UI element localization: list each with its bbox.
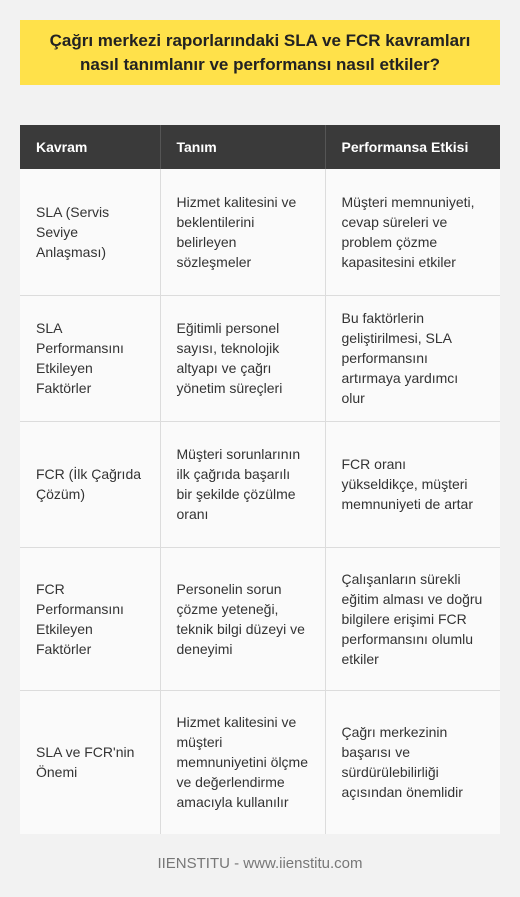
cell-tanim: Hizmet kalitesini ve müşteri memnuniyetini ölçme ve değerlendirme amacıyla kullanılır xyxy=(160,690,325,834)
page-title: Çağrı merkezi raporlarındaki SLA ve FCR kavramları nasıl tanımlanır ve performansı nasıl etkiler? xyxy=(49,30,471,74)
table-header-row xyxy=(20,125,500,169)
cell-kavram: SLA (Servis Seviye Anlaşması) xyxy=(20,169,160,295)
column-header-kavram: Kavram xyxy=(20,125,160,169)
table-row xyxy=(20,295,500,421)
cell-etki: Çalışanların sürekli eğitim alması ve doğru bilgilere erişimi FCR performansını olumlu etkiler xyxy=(325,547,500,690)
cell-kavram: FCR (İlk Çağrıda Çözüm) xyxy=(20,421,160,547)
footer-credit: IIENSTITU - www.iienstitu.com xyxy=(157,855,363,872)
concept-table xyxy=(20,125,500,834)
cell-tanim: Müşteri sorunlarının ilk çağrıda başarılı bir şekilde çözülme oranı xyxy=(160,421,325,547)
table-row xyxy=(20,690,500,834)
table-row xyxy=(20,169,500,295)
table-row xyxy=(20,547,500,690)
cell-kavram: FCR Performansını Etkileyen Faktörler xyxy=(20,547,160,690)
cell-tanim: Personelin sorun çözme yeteneği, teknik bilgi düzeyi ve deneyimi xyxy=(160,547,325,690)
cell-etki: Bu faktörlerin geliştirilmesi, SLA performansını artırmaya yardımcı olur xyxy=(325,295,500,421)
column-header-tanim: Tanım xyxy=(160,125,325,169)
cell-etki: Müşteri memnuniyeti, cevap süreleri ve problem çözme kapasitesini etkiler xyxy=(325,169,500,295)
table-row xyxy=(20,421,500,547)
cell-tanim: Eğitimli personel sayısı, teknolojik altyapı ve çağrı yönetim süreçleri xyxy=(160,295,325,421)
title-banner xyxy=(20,20,500,85)
cell-tanim: Hizmet kalitesini ve beklentilerini belirleyen sözleşmeler xyxy=(160,169,325,295)
cell-etki: Çağrı merkezinin başarısı ve sürdürülebilirliği açısından önemlidir xyxy=(325,690,500,834)
cell-etki: FCR oranı yükseldikçe, müşteri memnuniyeti de artar xyxy=(325,421,500,547)
cell-kavram: SLA ve FCR'nin Önemi xyxy=(20,690,160,834)
cell-kavram: SLA Performansını Etkileyen Faktörler xyxy=(20,295,160,421)
column-header-performansa-etkisi: Performansa Etkisi xyxy=(325,125,500,169)
